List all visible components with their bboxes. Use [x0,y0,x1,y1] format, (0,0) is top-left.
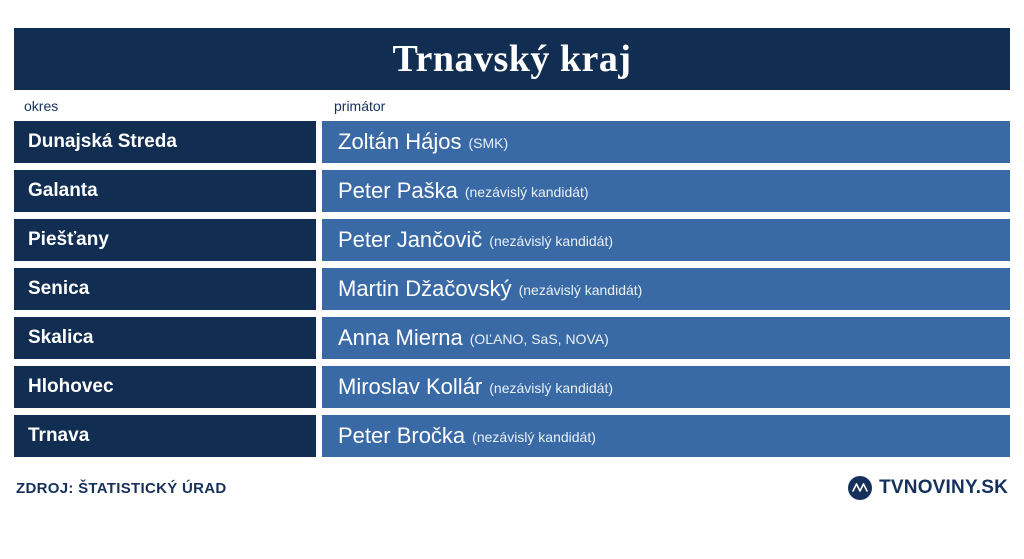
mayor-party: (nezávislý kandidát) [489,380,613,396]
title-bar [14,28,1010,90]
brand-name: TVNOVINY.SK [879,477,1008,498]
mayor-party: (SMK) [468,135,509,151]
district-cell [14,268,316,310]
district-name: Hlohovec [28,376,114,397]
district-name: Skalica [28,327,94,348]
mayor-name: Martin Džačovský [338,276,512,301]
district-cell [14,317,316,359]
table-row [14,121,1010,163]
mayor-party: (nezávislý kandidát) [464,184,589,200]
district-name: Trnava [28,425,90,446]
mayor-cell [322,219,1010,261]
brand [848,476,1010,500]
district-cell [14,366,316,408]
mayor-name: Miroslav Kollár [338,374,483,399]
district-cell [14,170,316,212]
column-headers [14,93,1010,119]
mayor-name: Anna Mierna [338,325,463,350]
mayor-name: Peter Paška [338,178,458,203]
mayor-cell [322,268,1010,310]
mayor-name: Peter Bročka [338,423,466,448]
district-cell [14,219,316,261]
table-row [14,268,1010,310]
table-row [14,415,1010,457]
mayor-name: Zoltán Hájos [338,129,462,154]
mayor-cell [322,415,1010,457]
table-body [14,121,1010,457]
mayor-party: (OĽANO, SaS, NOVA) [469,331,609,347]
column-header-mayor: primátor [334,98,386,114]
mayor-name: Peter Jančovič [338,227,483,252]
table-row [14,170,1010,212]
mayor-cell [322,121,1010,163]
table-row [14,219,1010,261]
mayor-cell [322,170,1010,212]
district-name: Senica [28,278,90,299]
district-name: Dunajská Streda [28,131,177,152]
table-row [14,317,1010,359]
page-title: Trnavský kraj [392,38,632,80]
infographic-root [0,28,1024,559]
district-name: Piešťany [28,229,109,250]
source-text: ZDROJ: ŠTATISTICKÝ ÚRAD [16,479,227,497]
district-cell [14,415,316,457]
district-cell [14,121,316,163]
district-name: Galanta [28,180,98,201]
tvnoviny-logo-icon [848,476,872,500]
mayor-party: (nezávislý kandidát) [472,429,596,445]
table-row [14,366,1010,408]
mayor-cell [322,317,1010,359]
mayor-party: (nezávislý kandidát) [518,282,643,298]
mayor-party: (nezávislý kandidát) [489,233,614,249]
mayor-cell [322,366,1010,408]
column-header-district: okres [24,98,59,114]
footer [14,473,1010,503]
